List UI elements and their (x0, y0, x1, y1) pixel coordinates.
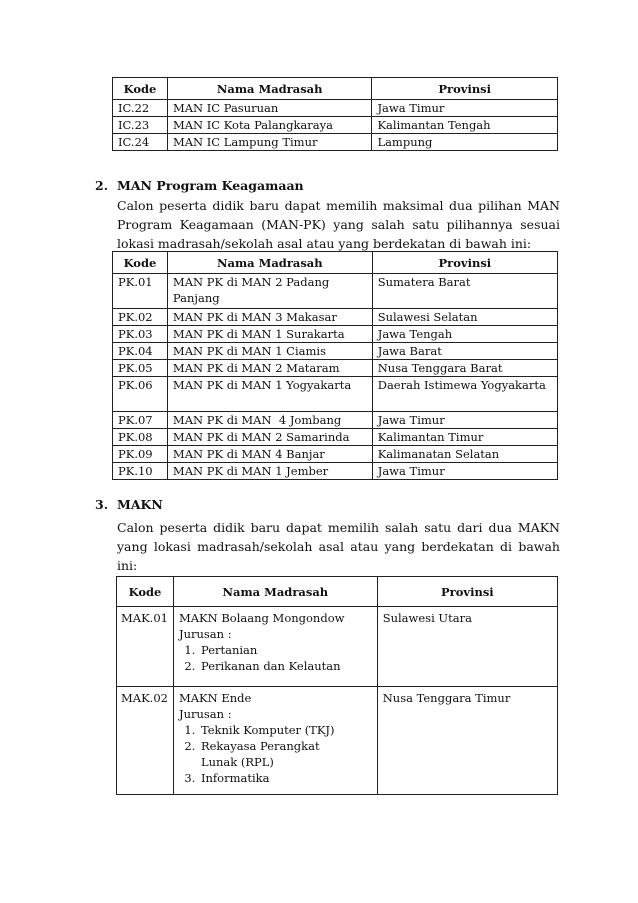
cell-nama: MAN PK di MAN 4 Banjar (167, 446, 372, 463)
cell-kode: PK.05 (113, 360, 168, 377)
section-2-title: MAN Program Keagamaan (117, 178, 304, 193)
cell-nama: MAN PK di MAN 1 Surakarta (167, 326, 372, 343)
table-row (113, 100, 558, 117)
jurusan-label: Jurusan : (178, 627, 232, 641)
cell-provinsi: Daerah Istimewa Yogyakarta (372, 377, 557, 412)
table-row (113, 446, 558, 463)
jurusan-label: Jurusan : (178, 707, 232, 721)
section-2-paragraph: Calon peserta didik baru dapat memilih maksimal dua pilihan MAN Program Keagamaan (MAN-PK) yang salah satu pilihannya sesuai lokasi madrasah/sekolah asal atau yang berdekatan di bawah ini: (117, 198, 560, 251)
cell-kode: PK.09 (113, 446, 168, 463)
cell-provinsi: Jawa Timur (372, 412, 557, 429)
cell-provinsi: Jawa Timur (372, 463, 557, 480)
cell-provinsi: Jawa Tengah (372, 326, 557, 343)
table-row (113, 429, 558, 446)
cell-nama (173, 607, 377, 687)
section-2-heading (95, 178, 304, 193)
cell-kode: PK.07 (113, 412, 168, 429)
cell-nama: MAN PK di MAN 2 Padang Panjang (167, 274, 372, 309)
cell-provinsi: Sulawesi Selatan (372, 309, 557, 326)
list-item: 1. Teknik Komputer (TKJ) (199, 722, 352, 738)
table-row (113, 274, 558, 309)
cell-provinsi: Sulawesi Utara (377, 607, 557, 687)
cell-provinsi: Lampung (372, 134, 558, 151)
cell-kode: PK.06 (113, 377, 168, 412)
table-row (113, 360, 558, 377)
cell-kode: PK.10 (113, 463, 168, 480)
jurusan-list (179, 642, 372, 674)
cell-nama: MAN IC Pasuruan (167, 100, 372, 117)
table-pk (112, 251, 558, 480)
list-item: 2. Perikanan dan Kelautan (199, 658, 372, 674)
cell-provinsi: Jawa Timur (372, 100, 558, 117)
table-row (113, 412, 558, 429)
cell-nama: MAN PK di MAN 2 Mataram (167, 360, 372, 377)
header-nama-madrasah: Nama Madrasah (167, 252, 372, 274)
table-row (113, 309, 558, 326)
cell-kode: PK.02 (113, 309, 168, 326)
table-ic (112, 77, 558, 151)
cell-kode: IC.22 (113, 100, 168, 117)
cell-provinsi: Sumatera Barat (372, 274, 557, 309)
section-3-title: MAKN (117, 497, 163, 512)
cell-nama (173, 687, 377, 795)
section-3-heading (95, 497, 163, 512)
table-row (113, 463, 558, 480)
cell-nama: MAN PK di MAN 4 Jombang (167, 412, 372, 429)
madrasah-name: MAKN Bolaang Mongondow (178, 611, 345, 625)
table-row (113, 134, 558, 151)
cell-provinsi: Jawa Barat (372, 343, 557, 360)
table-row (113, 377, 558, 412)
table-row (117, 687, 558, 795)
table-row (117, 607, 558, 687)
header-provinsi: Provinsi (372, 252, 557, 274)
cell-kode: PK.03 (113, 326, 168, 343)
header-provinsi: Provinsi (372, 78, 558, 100)
cell-kode: PK.01 (113, 274, 168, 309)
cell-provinsi: Nusa Tenggara Timur (377, 687, 557, 795)
cell-provinsi: Nusa Tenggara Barat (372, 360, 557, 377)
cell-nama: MAN IC Lampung Timur (167, 134, 372, 151)
section-3-number: 3. (95, 497, 109, 512)
cell-provinsi: Kalimantan Timur (372, 429, 557, 446)
table-row (113, 343, 558, 360)
madrasah-name: MAKN Ende (178, 691, 252, 705)
cell-kode: IC.24 (113, 134, 168, 151)
cell-kode: PK.04 (113, 343, 168, 360)
header-kode: Kode (117, 577, 174, 607)
cell-kode: IC.23 (113, 117, 168, 134)
cell-nama: MAN PK di MAN 1 Ciamis (167, 343, 372, 360)
cell-nama: MAN PK di MAN 3 Makasar (167, 309, 372, 326)
header-nama-madrasah: Nama Madrasah (167, 78, 372, 100)
table-row (113, 326, 558, 343)
jurusan-list (179, 722, 372, 786)
header-kode: Kode (113, 252, 168, 274)
cell-kode: MAK.02 (117, 687, 174, 795)
section-3-paragraph: Calon peserta didik baru dapat memilih salah satu dari dua MAKN yang lokasi madrasah/sekolah asal atau yang berdekatan di bawah ini: (117, 520, 560, 573)
cell-kode: MAK.01 (117, 607, 174, 687)
table-row (113, 117, 558, 134)
cell-provinsi: Kalimanatan Selatan (372, 446, 557, 463)
list-item: 2. Rekayasa Perangkat Lunak (RPL) (199, 738, 352, 770)
list-item: 1. Pertanian (199, 642, 372, 658)
section-2-number: 2. (95, 178, 109, 193)
cell-provinsi: Kalimantan Tengah (372, 117, 558, 134)
header-kode: Kode (113, 78, 168, 100)
header-nama-madrasah: Nama Madrasah (173, 577, 377, 607)
table-makn (116, 576, 558, 795)
header-provinsi: Provinsi (377, 577, 557, 607)
cell-nama: MAN PK di MAN 1 Jember (167, 463, 372, 480)
cell-kode: PK.08 (113, 429, 168, 446)
cell-nama: MAN PK di MAN 2 Samarinda (167, 429, 372, 446)
cell-nama: MAN IC Kota Palangkaraya (167, 117, 372, 134)
list-item: 3. Informatika (199, 770, 352, 786)
cell-nama: MAN PK di MAN 1 Yogyakarta (167, 377, 372, 412)
